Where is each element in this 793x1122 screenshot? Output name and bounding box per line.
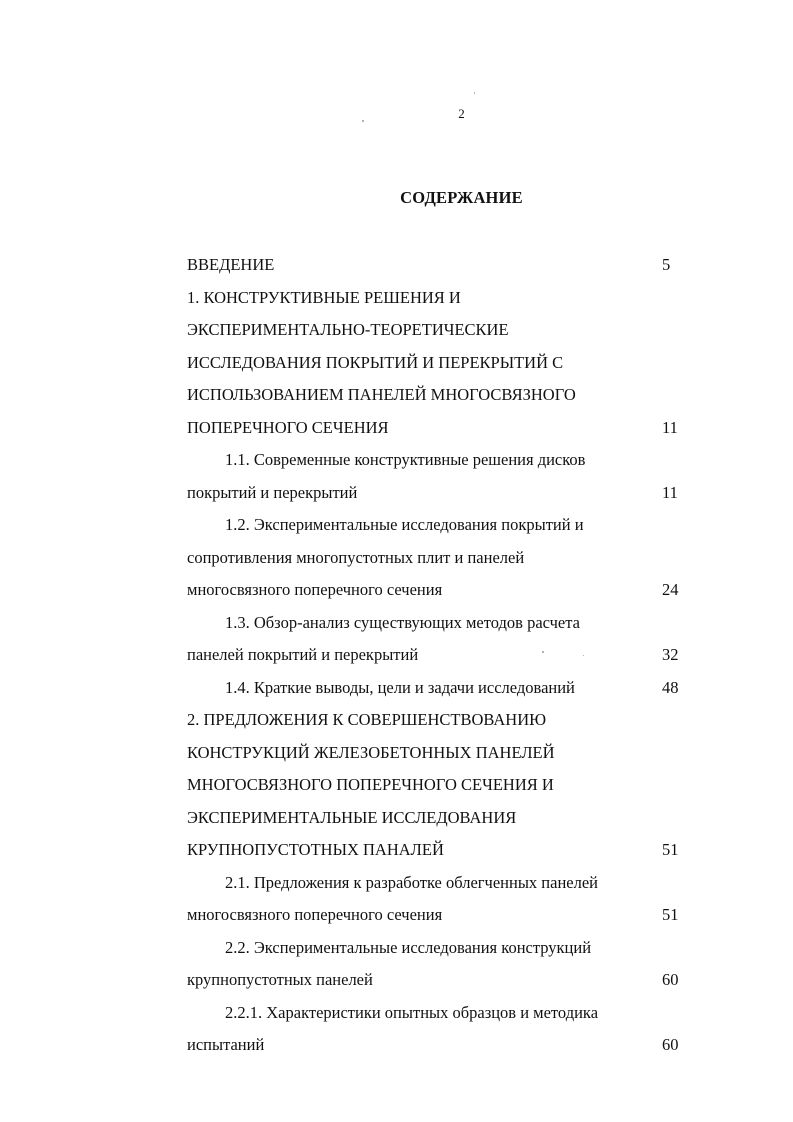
toc-line <box>187 543 687 576</box>
toc-line <box>187 575 687 608</box>
toc-entry-page: 48 <box>662 677 679 697</box>
toc-entry <box>187 673 687 706</box>
toc-entry-text: 2.1. Предложения к разработке облегченных панелей <box>225 872 598 892</box>
toc-line <box>187 1030 687 1063</box>
toc-entry <box>187 998 687 1063</box>
toc-entry-text: многосвязного поперечного сечения <box>187 905 443 924</box>
toc-entry-page: 11 <box>662 417 678 437</box>
toc-entry <box>187 705 687 868</box>
toc-entry-text: КРУПНОПУСТОТНЫХ ПАНАЛЕЙ <box>187 840 444 859</box>
toc-line <box>187 803 687 836</box>
toc-entry-page: 51 <box>662 840 679 859</box>
toc-entry-text: ПОПЕРЕЧНОГО СЕЧЕНИЯ <box>187 417 389 437</box>
toc-entry-text: ВВЕДЕНИЕ <box>187 255 275 274</box>
toc-entry-text: крупнопустотных панелей <box>187 970 373 989</box>
toc-entry-text: 1.3. Обзор-анализ существующих методов расчета <box>225 612 580 632</box>
toc-line <box>187 705 687 738</box>
toc-entry-text: 1.2. Экспериментальные исследования покрытий и <box>225 515 584 534</box>
scan-speck <box>583 655 584 656</box>
toc-entry-page: 32 <box>662 645 679 664</box>
toc-line <box>187 868 687 901</box>
toc-entry <box>187 510 687 608</box>
toc-entry-text: 2.2. Экспериментальные исследования конструкций <box>225 937 592 957</box>
toc-entry-page: 60 <box>662 1035 679 1054</box>
toc-entry <box>187 933 687 998</box>
toc-line <box>187 933 687 966</box>
toc-line <box>187 283 687 316</box>
toc-entry-text: 1.1. Современные конструктивные решения дисков <box>225 450 586 469</box>
toc-line <box>187 640 687 673</box>
toc-line <box>187 348 687 381</box>
toc-line <box>187 510 687 543</box>
toc-entry-text: ИСПОЛЬЗОВАНИЕМ ПАНЕЛЕЙ МНОГОСВЯЗНОГО <box>187 385 576 404</box>
toc-entry-text: 2. ПРЕДЛОЖЕНИЯ К СОВЕРШЕНСТВОВАНИЮ <box>187 710 547 729</box>
toc-entry-text: КОНСТРУКЦИЙ ЖЕЛЕЗОБЕТОННЫХ ПАНЕЛЕЙ <box>187 742 555 762</box>
toc-entry <box>187 250 687 283</box>
toc-entry-text: 1.4. Краткие выводы, цели и задачи исследований <box>225 677 575 697</box>
toc-line <box>187 413 687 446</box>
toc-entry-text: ЭКСПЕРИМЕНТАЛЬНЫЕ ИССЛЕДОВАНИЯ <box>187 807 517 827</box>
page-title: СОДЕРЖАНИЕ <box>400 188 523 207</box>
toc-entry-text: покрытий и перекрытий <box>187 482 358 502</box>
scan-speck <box>474 92 475 94</box>
toc-line <box>187 965 687 998</box>
toc-entry-text: сопротивления многопустотных плит и панелей <box>187 547 525 567</box>
toc-line <box>187 673 687 706</box>
scan-speck <box>362 120 364 122</box>
toc-entry <box>187 283 687 446</box>
toc-entry <box>187 445 687 510</box>
toc-entry-page: 24 <box>662 580 679 599</box>
toc-entry-text: 1. КОНСТРУКТИВНЫЕ РЕШЕНИЯ И <box>187 287 461 307</box>
toc-line <box>187 835 687 868</box>
toc-entry-page: 11 <box>662 482 678 502</box>
toc-entry-text: 2.2.1. Характеристики опытных образцов и методика <box>225 1002 599 1022</box>
page-number: 2 <box>458 106 465 121</box>
toc-line <box>187 250 687 283</box>
scan-speck <box>542 651 544 653</box>
toc-line <box>187 478 687 511</box>
toc-entry-page: 5 <box>662 255 671 274</box>
toc-line <box>187 608 687 641</box>
toc-line <box>187 380 687 413</box>
toc-line <box>187 315 687 348</box>
toc-entry-text: многосвязного поперечного сечения <box>187 580 443 599</box>
toc-line <box>187 770 687 803</box>
toc-line <box>187 738 687 771</box>
toc-entry <box>187 608 687 673</box>
toc-entry-text: испытаний <box>187 1035 265 1054</box>
toc-entry <box>187 868 687 933</box>
table-of-contents <box>187 250 687 1063</box>
toc-entry-text: ИССЛЕДОВАНИЯ ПОКРЫТИЙ И ПЕРЕКРЫТИЙ С <box>187 352 564 372</box>
toc-entry-page: 60 <box>662 970 679 989</box>
toc-entry-text: ЭКСПЕРИМЕНТАЛЬНО-ТЕОРЕТИЧЕСКИЕ <box>187 320 509 339</box>
toc-entry-text: панелей покрытий и перекрытий <box>187 645 419 664</box>
toc-entry-page: 51 <box>662 905 679 924</box>
toc-line <box>187 445 687 478</box>
toc-line <box>187 900 687 933</box>
toc-line <box>187 998 687 1031</box>
toc-entry-text: МНОГОСВЯЗНОГО ПОПЕРЕЧНОГО СЕЧЕНИЯ И <box>187 775 554 794</box>
